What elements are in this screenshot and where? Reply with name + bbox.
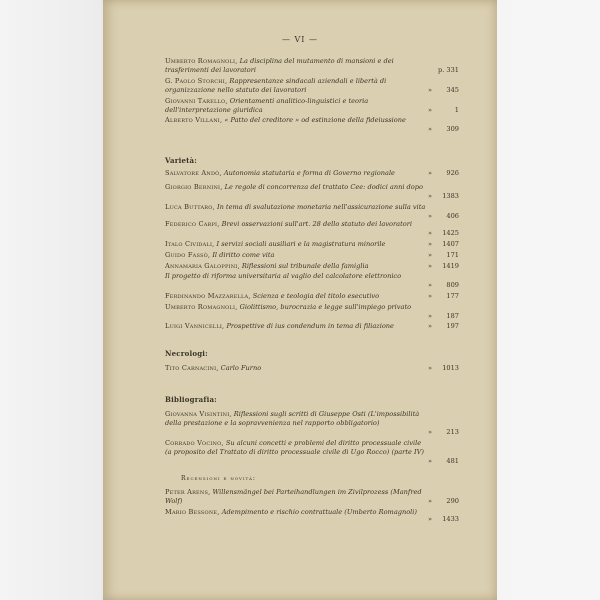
- toc-entry: [165, 439, 429, 457]
- entry-page: 171: [446, 251, 459, 259]
- entry-title: Adempimento e rischio contrattuale (Umberto Romagnoli): [221, 508, 417, 516]
- entry-title: La disciplina del mutamento di mansioni e dei trasferimenti dei lavoratori: [165, 57, 394, 74]
- entry-title: Prospettive di ius condendum in tema di filiazione: [226, 322, 394, 330]
- entry-mark: »: [428, 364, 433, 372]
- entry-title: In tema di svalutazione monetaria nell'assicurazione sulla vita: [216, 203, 426, 211]
- entry-page: 1013: [442, 364, 459, 372]
- entry-mark: »: [428, 281, 433, 289]
- entry-page: 213: [446, 428, 459, 436]
- entry-mark: »: [428, 106, 433, 114]
- entry-author: Corrado Vocino,: [165, 439, 224, 447]
- entry-mark: »: [428, 192, 433, 200]
- entry-page: 197: [446, 322, 459, 330]
- toc-entry: [165, 303, 429, 312]
- entry-page: 809: [446, 281, 459, 289]
- subheading-recensioni: Recensioni e novità:: [181, 475, 256, 482]
- entry-mark: »: [428, 240, 433, 248]
- entry-page: 481: [446, 457, 459, 465]
- entry-author: Salvatore Andò,: [165, 169, 222, 177]
- entry-mark: »: [428, 125, 433, 133]
- toc-entry: [165, 272, 429, 281]
- entry-title: « Patto del creditore » od estinzione della fideiussione: [224, 116, 406, 124]
- toc-entry: [165, 410, 429, 428]
- entry-mark: »: [428, 497, 433, 505]
- entry-title: Riflessioni sul tribunale della famiglia: [241, 262, 369, 270]
- entry-page: 1433: [442, 515, 459, 523]
- entry-title: Giolittismo, burocrazia e legge sull'impiego privato: [239, 303, 412, 311]
- section-heading-varieta: Varietà:: [165, 156, 198, 165]
- toc-entry: [165, 116, 429, 125]
- entry-author: Luca Buttaro,: [165, 203, 215, 211]
- entry-page: 290: [446, 497, 459, 505]
- entry-mark: »: [428, 229, 433, 237]
- entry-page: 1: [454, 106, 459, 114]
- entry-title: Brevi osservazioni sull'art. 28 dello statuto dei lavoratori: [221, 220, 412, 228]
- entry-author: Italo Cividali,: [165, 240, 215, 248]
- entry-author: Giorgio Bernini,: [165, 183, 223, 191]
- entry-title: Su alcuni concetti e problemi del diritto processuale civile (a proposito del Trattato di diritto processuale civile di Ugo Rocco) (parte IV): [165, 439, 424, 456]
- toc-entry: [165, 488, 429, 506]
- section-heading-bibliografia: Bibliografia:: [165, 395, 217, 404]
- entry-author: Alberto Villani,: [165, 116, 223, 124]
- entry-mark: »: [428, 169, 433, 177]
- entry-page: 1383: [442, 192, 459, 200]
- section-heading-necrologi: Necrologi:: [165, 349, 208, 358]
- entry-author: Annamaria Galoppini,: [165, 262, 240, 270]
- entry-mark: »: [428, 262, 433, 270]
- toc-entry: [165, 77, 429, 95]
- toc-entry: [165, 262, 429, 271]
- toc-entry: [165, 240, 429, 249]
- toc-entry: [165, 97, 429, 115]
- entry-page: 187: [446, 312, 459, 320]
- entry-page: 1407: [442, 240, 459, 248]
- entry-author: Tito Carnacini,: [165, 364, 219, 372]
- entry-title: Orientamenti analitico-linguistici e teoria dell'interpretazione giuridica: [165, 97, 369, 114]
- entry-author: G. Paolo Storchi,: [165, 77, 228, 85]
- toc-entry: [165, 169, 429, 178]
- entry-title: Riflessioni sugli scritti di Giuseppe Osti (L'impossibilità della prestazione e la sopravvenienza nel rapporto obbligatorio): [165, 410, 420, 427]
- entry-author: Giovanni Tarello,: [165, 97, 228, 105]
- entry-author: Umberto Romagnoli,: [165, 57, 238, 65]
- entry-author: Luigi Vannicelli,: [165, 322, 225, 330]
- entry-author: Peter Arens,: [165, 488, 211, 496]
- document-page: [103, 0, 497, 600]
- entry-mark: »: [428, 251, 433, 259]
- entry-mark: »: [428, 312, 433, 320]
- toc-entry: [165, 220, 429, 229]
- toc-entry: [165, 203, 429, 212]
- entry-mark: »: [428, 86, 433, 94]
- entry-author: Ferdinando Mazzarella,: [165, 292, 251, 300]
- entry-author: Federico Carpi,: [165, 220, 220, 228]
- page-header: — VI —: [281, 35, 319, 44]
- entry-title: I servizi sociali ausiliari e la magistratura minorile: [216, 240, 386, 248]
- entry-page: 406: [446, 212, 459, 220]
- entry-mark: »: [428, 322, 433, 330]
- toc-entry: [165, 292, 429, 301]
- entry-mark: »: [428, 515, 433, 523]
- entry-mark: »: [428, 457, 433, 465]
- entry-title: Il progetto di riforma universitaria al vaglio del calcolatore elettronico: [165, 272, 402, 280]
- entry-mark: »: [428, 292, 433, 300]
- entry-mark: »: [428, 212, 433, 220]
- toc-entry: [165, 183, 429, 192]
- toc-entry: [165, 508, 429, 517]
- entry-title: Willensmängel bei Parteihandlungen im Zivilprozess (Manfred Wolf): [165, 488, 422, 505]
- entry-author: Guido Fassò,: [165, 251, 211, 259]
- entry-page: 1425: [442, 229, 459, 237]
- toc-entry: [165, 364, 429, 373]
- entry-title: Rappresentanze sindacali aziendali e libertà di organizzazione nello statuto dei lavoratori: [165, 77, 387, 94]
- entry-page: 926: [446, 169, 459, 177]
- entry-page: 1419: [442, 262, 459, 270]
- entry-author: Giovanna Visintini,: [165, 410, 232, 418]
- toc-entry: [165, 57, 429, 75]
- entry-title: Scienza e teologia del titolo esecutivo: [252, 292, 380, 300]
- entry-title: Carlo Furno: [220, 364, 262, 372]
- entry-mark: »: [428, 428, 433, 436]
- entry-page: p. 331: [438, 66, 459, 74]
- entry-title: Il diritto come vita: [212, 251, 275, 259]
- entry-page: 309: [446, 125, 459, 133]
- toc-entry: [165, 251, 429, 260]
- entry-title: Le regole di concorrenza del trattato Cee: dodici anni dopo: [224, 183, 423, 191]
- entry-author: Umberto Romagnoli,: [165, 303, 238, 311]
- entry-page: 177: [446, 292, 459, 300]
- entry-page: 345: [446, 86, 459, 94]
- entry-title: Autonomia statutaria e forma di Governo regionale: [223, 169, 395, 177]
- toc-entry: [165, 322, 429, 331]
- entry-author: Mario Bessone,: [165, 508, 220, 516]
